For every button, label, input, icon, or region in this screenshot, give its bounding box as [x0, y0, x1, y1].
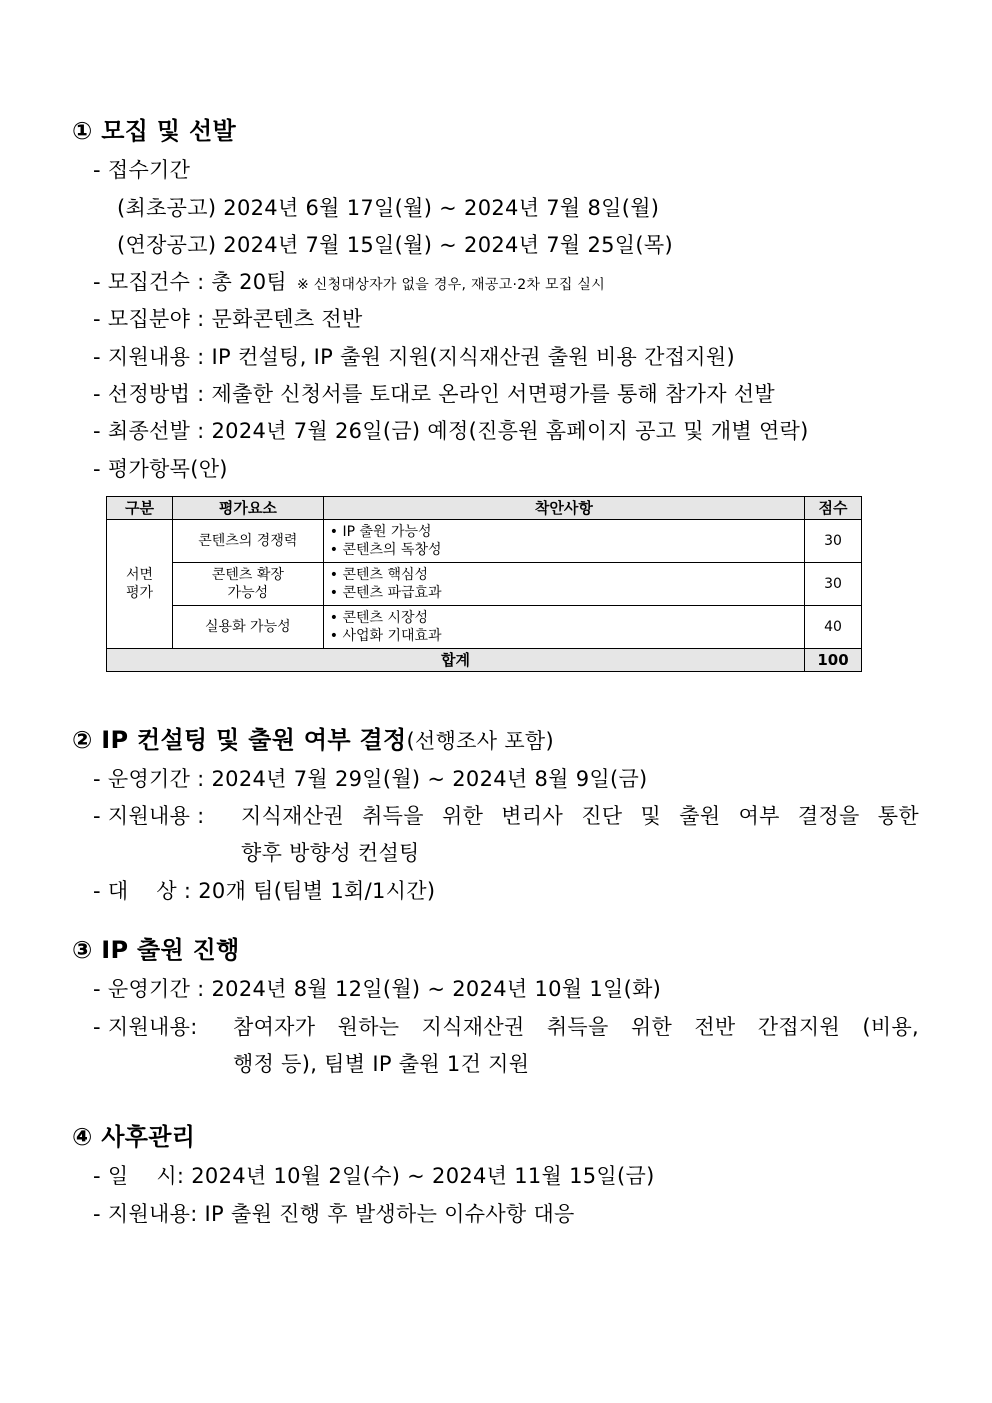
section4-support: - 지원내용: IP 출원 진행 후 발생하는 이슈사항 대응	[93, 1202, 575, 1226]
header-category: 구분	[107, 497, 173, 520]
section3-period: - 운영기간 : 2024년 8월 12일(월) ~ 2024년 10월 1일(화)	[93, 977, 662, 1001]
table-row	[107, 606, 862, 649]
points-cell: • 콘텐츠 시장성 • 사업화 기대효과	[323, 606, 804, 649]
category-cell: 서면 평가	[107, 520, 173, 649]
section3-support	[93, 1013, 919, 1041]
section2-period: - 운영기간 : 2024년 7월 29일(월) ~ 2024년 8월 9일(금)	[93, 767, 648, 791]
section4-schedule: - 일 시: 2024년 10월 2일(수) ~ 2024년 11월 15일(금)	[93, 1164, 655, 1188]
table-total-row	[107, 649, 862, 672]
recruit-count-note: ※ 신청대상자가 없을 경우, 재공고·2차 모집 실시	[297, 277, 606, 293]
support-content: - 지원내용 : IP 컨설팅, IP 출원 지원(지식재산권 출원 비용 간접지원)	[93, 345, 735, 369]
section3-support-text: 참여자가 원하는 지식재산권 취득을 위한 전반 간접지원 (비용,	[233, 1015, 919, 1039]
section2-support	[93, 802, 919, 830]
section2-support-cont: 향후 방향성 컨설팅	[241, 841, 420, 865]
score-cell: 30	[805, 520, 862, 563]
score-cell: 40	[805, 606, 862, 649]
header-score: 점수	[805, 497, 862, 520]
reception-label: - 접수기간	[93, 158, 191, 182]
section3-title: ③ IP 출원 진행	[72, 936, 240, 964]
section2-support-text: 지식재산권 취득을 위한 변리사 진단 및 출원 여부 결정을 통한	[241, 804, 919, 828]
header-points: 착안사항	[323, 497, 804, 520]
header-element: 평가요소	[172, 497, 323, 520]
evaluation-table	[106, 496, 862, 672]
section4-title: ④ 사후관리	[72, 1123, 196, 1151]
criteria-label: - 평가항목(안)	[93, 457, 228, 481]
total-score: 100	[805, 649, 862, 672]
table-row	[107, 563, 862, 606]
section3-support-cont: 행정 등), 팀별 IP 출원 1건 지원	[233, 1052, 530, 1076]
recruit-count	[93, 268, 605, 299]
points-cell: • 콘텐츠 핵심성 • 콘텐츠 파급효과	[323, 563, 804, 606]
section3-support-label: - 지원내용:	[93, 1015, 198, 1039]
points-cell: • IP 출원 가능성 • 콘텐츠의 독창성	[323, 520, 804, 563]
table-header-row	[107, 497, 862, 520]
section2-title-suffix: (선행조사 포함)	[406, 729, 554, 753]
section2-target: - 대 상 : 20개 팀(팀별 1회/1시간)	[93, 879, 436, 903]
reception-extended: (연장공고) 2024년 7월 15일(월) ~ 2024년 7월 25일(목)	[117, 233, 673, 257]
table-row	[107, 520, 862, 563]
total-label: 합계	[107, 649, 805, 672]
final-selection: - 최종선발 : 2024년 7월 26일(금) 예정(진흥원 홈페이지 공고 및 개별 연락)	[93, 419, 809, 443]
reception-initial: (최초공고) 2024년 6월 17일(월) ~ 2024년 7월 8일(월)	[117, 196, 660, 220]
element-cell: 실용화 가능성	[172, 606, 323, 649]
recruit-count-text: - 모집건수 : 총 20팀	[93, 270, 287, 294]
section2-support-label: - 지원내용 :	[93, 804, 205, 828]
section1-title: ① 모집 및 선발	[72, 117, 237, 145]
element-cell: 콘텐츠의 경쟁력	[172, 520, 323, 563]
selection-method: - 선정방법 : 제출한 신청서를 토대로 온라인 서면평가를 통해 참가자 선발	[93, 382, 775, 406]
score-cell: 30	[805, 563, 862, 606]
element-cell: 콘텐츠 확장 가능성	[172, 563, 323, 606]
section2-title: ② IP 컨설팅 및 출원 여부 결정(선행조사 포함)	[72, 726, 554, 754]
recruit-field: - 모집분야 : 문화콘텐츠 전반	[93, 307, 363, 331]
